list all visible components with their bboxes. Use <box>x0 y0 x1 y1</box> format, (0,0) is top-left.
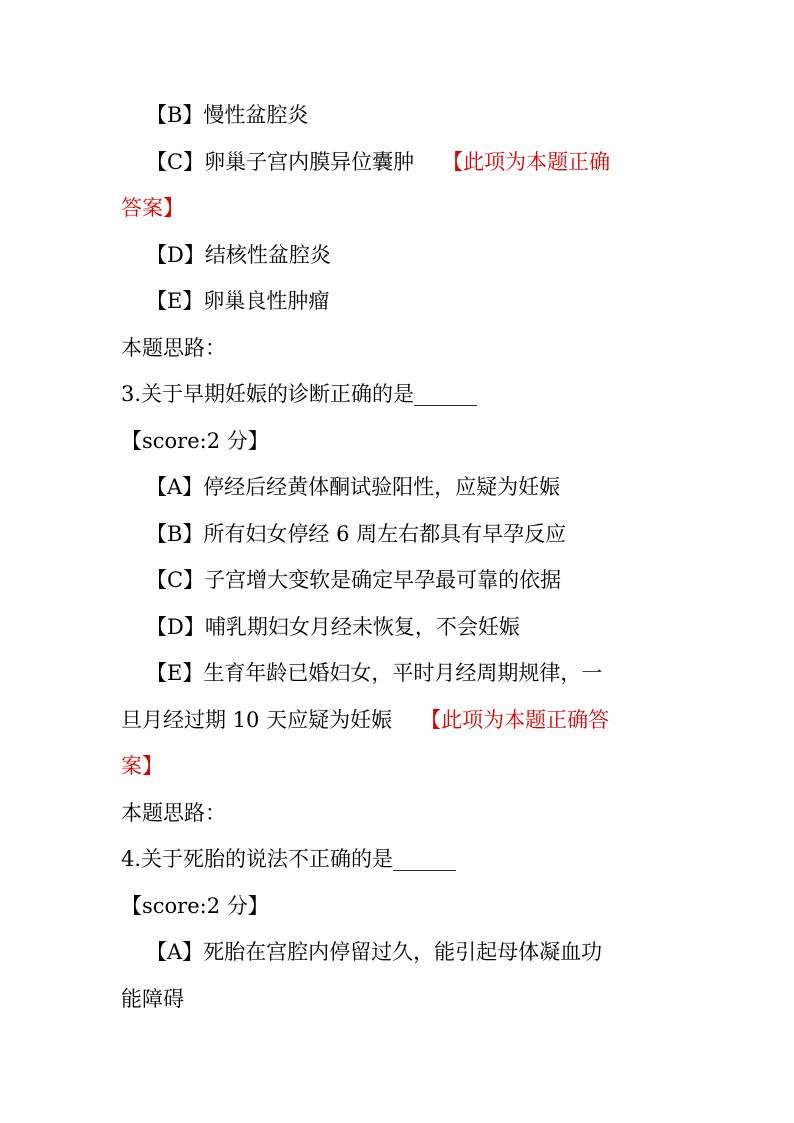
question-3-stem: 3.关于早期妊娠的诊断正确的是______ <box>121 382 478 406</box>
option-text: 【D】结核性盆腔炎 <box>146 242 331 267</box>
correct-answer-marker: 【此项为本题正确答 <box>420 707 610 732</box>
option-e-continued <box>121 697 666 744</box>
question-3-score: 【score:2 分】 <box>121 428 269 453</box>
option-a-continued: 能障碍 <box>121 986 184 1011</box>
option-e <box>121 278 666 325</box>
question-4-score: 【score:2 分】 <box>121 893 269 918</box>
option-c: 【C】子宫增大变软是确定早孕最可靠的依据 <box>146 568 562 592</box>
correct-answer-marker: 【此项为本题正确 <box>442 149 611 174</box>
option-e: 【E】生育年龄已婚妇女，平时月经周期规律，一 <box>146 661 603 685</box>
option-c <box>121 139 666 186</box>
correct-answer-marker-continued: 案】 <box>121 754 163 778</box>
solution-idea-label: 本题思路： <box>121 335 226 360</box>
option-b <box>121 92 666 139</box>
question-4-stem: 4.关于死胎的说法不正确的是______ <box>121 847 457 871</box>
option-text: 【E】卵巢良性肿瘤 <box>146 289 330 313</box>
option-d <box>121 232 666 279</box>
document-body <box>121 92 666 1022</box>
option-a: 【A】死胎在宫腔内停留过久，能引起母体凝血功 <box>146 940 603 964</box>
option-d: 【D】哺乳期妇女月经未恢复，不会妊娠 <box>146 614 520 639</box>
option-text: 旦月经过期 10 天应疑为妊娠 <box>121 707 393 732</box>
correct-answer-marker-continued: 答案】 <box>121 196 184 220</box>
option-a: 【A】停经后经黄体酮试验阳性，应疑为妊娠 <box>146 475 561 499</box>
option-text: 【C】卵巢子宫内膜异位囊肿 <box>146 149 415 174</box>
solution-idea-label: 本题思路： <box>121 800 226 825</box>
option-text: 【B】慢性盆腔炎 <box>146 103 309 127</box>
option-b: 【B】所有妇女停经 6 周左右都具有早孕反应 <box>146 521 567 546</box>
